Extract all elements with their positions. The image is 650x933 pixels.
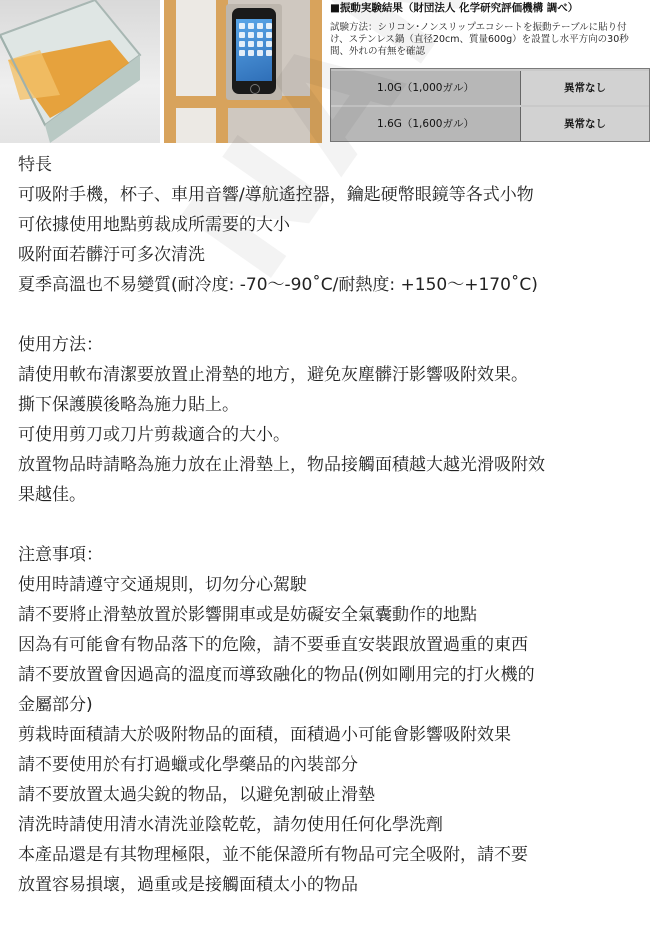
product-description [18,150,638,900]
header-image-strip [0,0,650,147]
note-line: 放置容易損壞，過重或是接觸面積太小的物品 [18,875,358,895]
condition-cell: 1.6G（1,600ガル） [331,107,521,141]
test-method: 試験方法：シリコン･ノンスリップエコシートを振動テーブルに貼り付け、ステンレス鍋（直径20cm、質量600g）を設置し水平方向の30秒間、外れの有無を確認 [330,22,629,57]
usage-line: 撕下保護膜後略為施力貼上。 [18,395,239,415]
result-cell: 異常なし [521,71,649,105]
glass-photo [0,0,160,143]
test-title: ■振動実験結果（財団法人 化学研究評価機構 調べ） [330,2,579,14]
usage-line: 放置物品時請略為施力放在止滑墊上，物品接觸面積越大越光滑吸附效 [18,455,545,475]
notes-heading: 注意事項： [18,545,103,565]
usage-heading: 使用方法： [18,335,103,355]
glass-on-pad-illustration [0,0,160,143]
note-line: 請不要將止滑墊放置於影響開車或是妨礙安全氣囊動作的地點 [18,605,477,625]
note-line: 金屬部分) [18,695,93,715]
note-line: 剪栽時面積請大於吸附物品的面積，面積過小可能會影響吸附效果 [18,725,511,745]
condition-cell: 1.0G（1,000ガル） [331,71,521,105]
feature-line: 吸附面若髒汙可多次清洗 [18,245,205,265]
usage-line: 果越佳。 [18,485,86,505]
note-line: 清洗時請使用清水清洗並陰乾乾，請勿使用任何化學洗劑 [18,815,443,835]
table-row [331,71,649,105]
phone-photo [164,0,322,143]
usage-line: 可使用剪刀或刀片剪裁適合的大小。 [18,425,290,445]
result-cell: 異常なし [521,107,649,141]
usage-line: 請使用軟布清潔要放置止滑墊的地方，避免灰塵髒汙影響吸附效果。 [18,365,528,385]
feature-line: 可依據使用地點剪裁成所需要的大小 [18,215,290,235]
table-row [331,107,649,141]
vibration-test-info [330,0,650,58]
feature-line: 夏季高溫也不易變質(耐冷度: -70～-90˚C/耐熱度: +150～+170˚C) [18,275,538,295]
note-line: 請不要放置會因過高的溫度而導致融化的物品(例如剛用完的打火機的 [18,665,535,685]
feature-line: 可吸附手機，杯子、車用音響/導航遙控器，鑰匙硬幣眼鏡等各式小物 [18,185,534,205]
note-line: 因為有可能會有物品落下的危險，請不要垂直安裝跟放置過重的東西 [18,635,528,655]
note-line: 本產品還是有其物理極限，並不能保證所有物品可完全吸附，請不要 [18,845,528,865]
phone-icon [232,8,276,94]
note-line: 請不要放置太過尖銳的物品，以避免割破止滑墊 [18,785,375,805]
features-heading: 特長 [18,155,52,175]
note-line: 使用時請遵守交通規則，切勿分心駕駛 [18,575,307,595]
test-result-table [330,68,650,142]
note-line: 請不要使用於有打過蠟或化學藥品的內裝部分 [18,755,358,775]
